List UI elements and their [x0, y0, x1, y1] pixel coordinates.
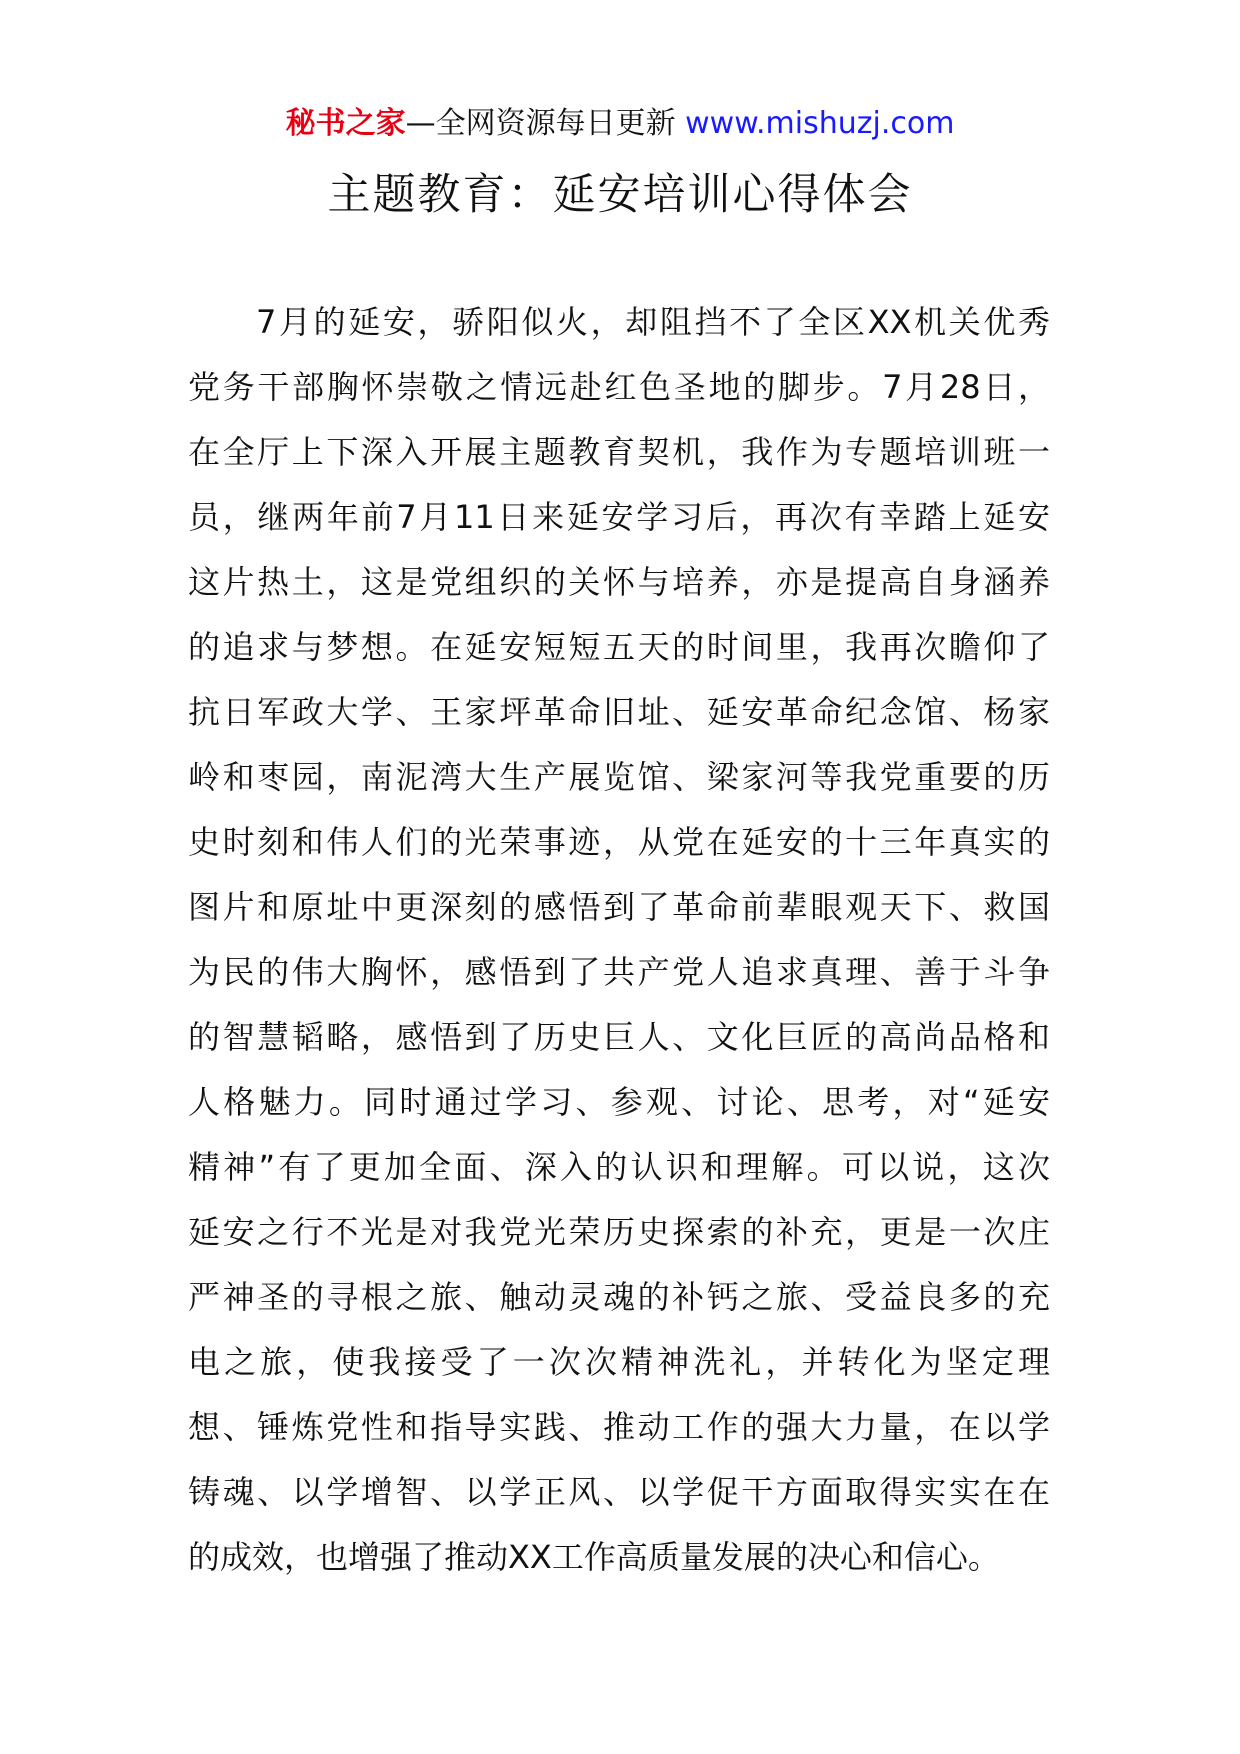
- body-line: 岭和枣园，南泥湾大生产展览馆、梁家河等我党重要的历: [188, 758, 1050, 796]
- body-line: 精神”有了更加全面、深入的认识和理解。可以说，这次: [188, 1148, 1050, 1186]
- body-line: 这片热土，这是党组织的关怀与培养，亦是提高自身涵养: [188, 563, 1050, 601]
- site-header: [0, 100, 1240, 148]
- body-line: 严神圣的寻根之旅、触动灵魂的补钙之旅、受益良多的充: [188, 1278, 1050, 1316]
- body-line: 的追求与梦想。在延安短短五天的时间里，我再次瞻仰了: [188, 628, 1050, 666]
- body-line: 铸魂、以学增智、以学正风、以学促干方面取得实实在在: [188, 1473, 1050, 1511]
- brand-name: 秘书之家: [285, 106, 406, 141]
- body-line: 人格魅力。同时通过学习、参观、讨论、思考，对“延安: [188, 1083, 1050, 1121]
- body-line: 为民的伟大胸怀，感悟到了共产党人追求真理、善于斗争: [188, 953, 1050, 991]
- document-title: 主题教育：延安培训心得体会: [327, 170, 913, 220]
- body-line: 史时刻和伟人们的光荣事迹，从党在延安的十三年真实的: [188, 823, 1050, 861]
- body-line: 在全厅上下深入开展主题教育契机，我作为专题培训班一: [188, 433, 1050, 471]
- body-line: 7月的延安，骄阳似火，却阻挡不了全区XX机关优秀: [256, 303, 1050, 341]
- body-line: 的智慧韬略，感悟到了历史巨人、文化巨匠的高尚品格和: [188, 1018, 1050, 1056]
- body-line: 图片和原址中更深刻的感悟到了革命前辈眼观天下、救国: [188, 888, 1050, 926]
- body-line: 抗日军政大学、王家坪革命旧址、延安革命纪念馆、杨家: [188, 693, 1050, 731]
- body-line: 延安之行不光是对我党光荣历史探索的补充，更是一次庄: [188, 1213, 1050, 1251]
- header-slogan: —全网资源每日更新: [405, 106, 686, 141]
- body-line: 电之旅，使我接受了一次次精神洗礼，并转化为坚定理: [188, 1343, 1050, 1381]
- body-line: 党务干部胸怀崇敬之情远赴红色圣地的脚步。7月28日，: [188, 368, 1050, 406]
- site-url-link[interactable]: www.mishuzj.com: [685, 106, 955, 141]
- body-line: 想、锤炼党性和指导实践、推动工作的强大力量，在以学: [188, 1408, 1050, 1446]
- body-line: 员，继两年前7月11日来延安学习后，再次有幸踏上延安: [188, 498, 1050, 536]
- document-body: [188, 290, 1050, 1590]
- body-line: 的成效，也增强了推动XX工作高质量发展的决心和信心。: [188, 1538, 1000, 1576]
